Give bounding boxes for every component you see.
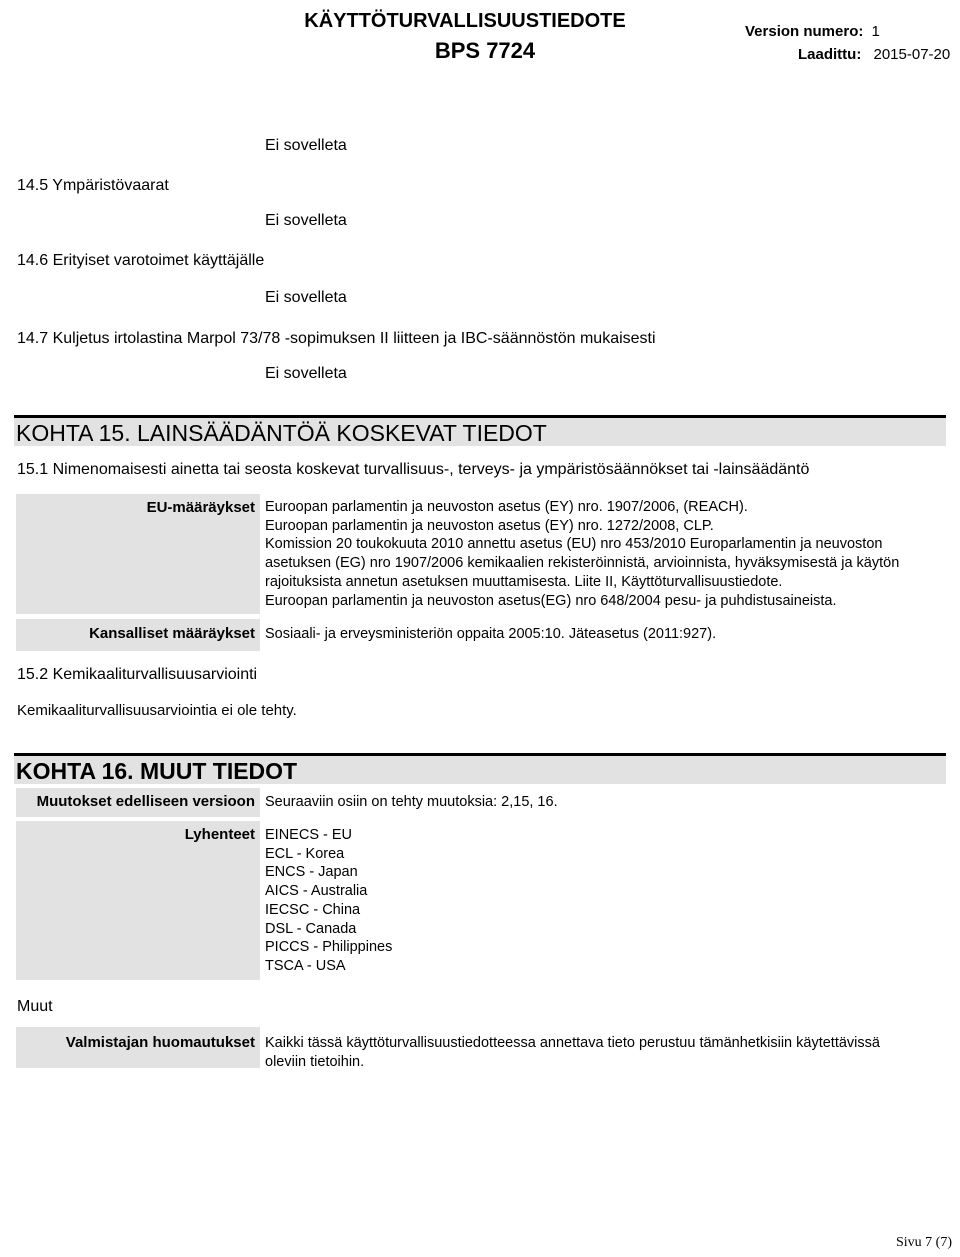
abbreviation-item: EINECS - EU <box>265 827 353 843</box>
other-heading: Muut <box>17 998 53 1015</box>
changes-label: Muutokset edelliseen versioon <box>16 788 260 817</box>
version-value: 1 <box>871 23 880 40</box>
abbreviation-item: PICCS - Philippines <box>265 939 393 956</box>
subsection-heading-15-1: 15.1 Nimenomaisesti ainetta tai seosta koskevat turvallisuus-, terveys- ja ympäristösäännökset tai -lainsäädäntö <box>17 461 810 478</box>
eu-regulation-line: Komission 20 toukokuuta 2010 annettu asetus (EU) nro 453/2010 Europarlamentin ja neuvoston <box>265 536 883 553</box>
eu-regulation-line: Euroopan parlamentin ja neuvoston asetus (EY) nro. 1907/2006, (REACH). <box>265 499 748 515</box>
date-value: 2015-07-20 <box>873 46 951 63</box>
chemical-safety-assessment-text: Kemikaaliturvallisuusarviointia ei ole tehty. <box>17 702 297 719</box>
manufacturer-note-line: oleviin tietoihin. <box>265 1053 365 1070</box>
not-applicable-text: Ei sovelleta <box>265 289 347 306</box>
subsection-heading-15-2: 15.2 Kemikaaliturvallisuusarviointi <box>17 666 258 683</box>
abbreviations-list <box>265 826 392 976</box>
document-title: KÄYTTÖTURVALLISUUSTIEDOTE <box>304 10 626 32</box>
not-applicable-text: Ei sovelleta <box>265 212 347 229</box>
section-16-bar <box>14 753 946 784</box>
eu-regulation-line: Euroopan parlamentin ja neuvoston asetus (EY) nro. 1272/2008, CLP. <box>265 517 714 534</box>
not-applicable-text: Ei sovelleta <box>265 365 347 382</box>
abbreviation-item: AICS - Australia <box>265 883 368 900</box>
eu-regulation-line: asetuksen (EG) nro 1907/2006 kemikaalien rekisteröinnistä, arvioinnista, hyväksymisestä ja käytön <box>265 555 900 572</box>
section-15-title: KOHTA 15. LAINSÄÄDÄNTÖÄ KOSKEVAT TIEDOT <box>16 420 547 446</box>
eu-regulations-label: EU-määräykset <box>16 494 260 614</box>
date-line <box>798 46 950 63</box>
product-name: BPS 7724 <box>434 38 536 63</box>
manufacturer-notes-label: Valmistajan huomautukset <box>16 1027 260 1068</box>
subsection-heading-14-7: 14.7 Kuljetus irtolastina Marpol 73/78 -sopimuksen II liitteen ja IBC-säännöstön mukaisesti <box>17 330 656 347</box>
manufacturer-note-line: Kaikki tässä käyttöturvallisuustiedotteessa annettava tieto perustuu tämänhetkisiin käytettävissä <box>265 1035 880 1051</box>
version-line <box>745 23 880 40</box>
subsection-heading-14-5: 14.5 Ympäristövaarat <box>17 177 169 194</box>
not-applicable-text: Ei sovelleta <box>265 137 347 154</box>
eu-regulations-value <box>265 498 945 610</box>
subsection-heading-14-6: 14.6 Erityiset varotoimet käyttäjälle <box>17 252 265 269</box>
national-regulations-value: Sosiaali- ja erveysministeriön oppaita 2005:10. Jäteasetus (2011:927). <box>265 626 717 642</box>
abbreviations-label: Lyhenteet <box>16 821 260 980</box>
eu-regulation-line: rajoituksista annetun asetuksen muuttamisesta. Liite II, Käyttöturvallisuustiedote. <box>265 573 783 590</box>
eu-regulation-line: Euroopan parlamentin ja neuvoston asetus(EG) nro 648/2004 pesu- ja puhdistusaineista. <box>265 592 837 609</box>
abbreviation-item: ENCS - Japan <box>265 864 358 881</box>
page-number: Sivu 7 (7) <box>896 1235 952 1250</box>
abbreviation-item: TSCA - USA <box>265 957 346 974</box>
date-label: Laadittu: <box>798 46 862 63</box>
section-16-title: KOHTA 16. MUUT TIEDOT <box>16 758 298 784</box>
national-regulations-label: Kansalliset määräykset <box>16 619 260 651</box>
abbreviation-item: IECSC - China <box>265 901 361 918</box>
section-15-bar <box>14 415 946 446</box>
abbreviation-item: ECL - Korea <box>265 845 345 862</box>
manufacturer-notes-value <box>265 1034 945 1071</box>
version-label: Version numero: <box>745 23 864 40</box>
abbreviation-item: DSL - Canada <box>265 920 357 937</box>
changes-value: Seuraaviin osiin on tehty muutoksia: 2,15, 16. <box>265 794 558 810</box>
